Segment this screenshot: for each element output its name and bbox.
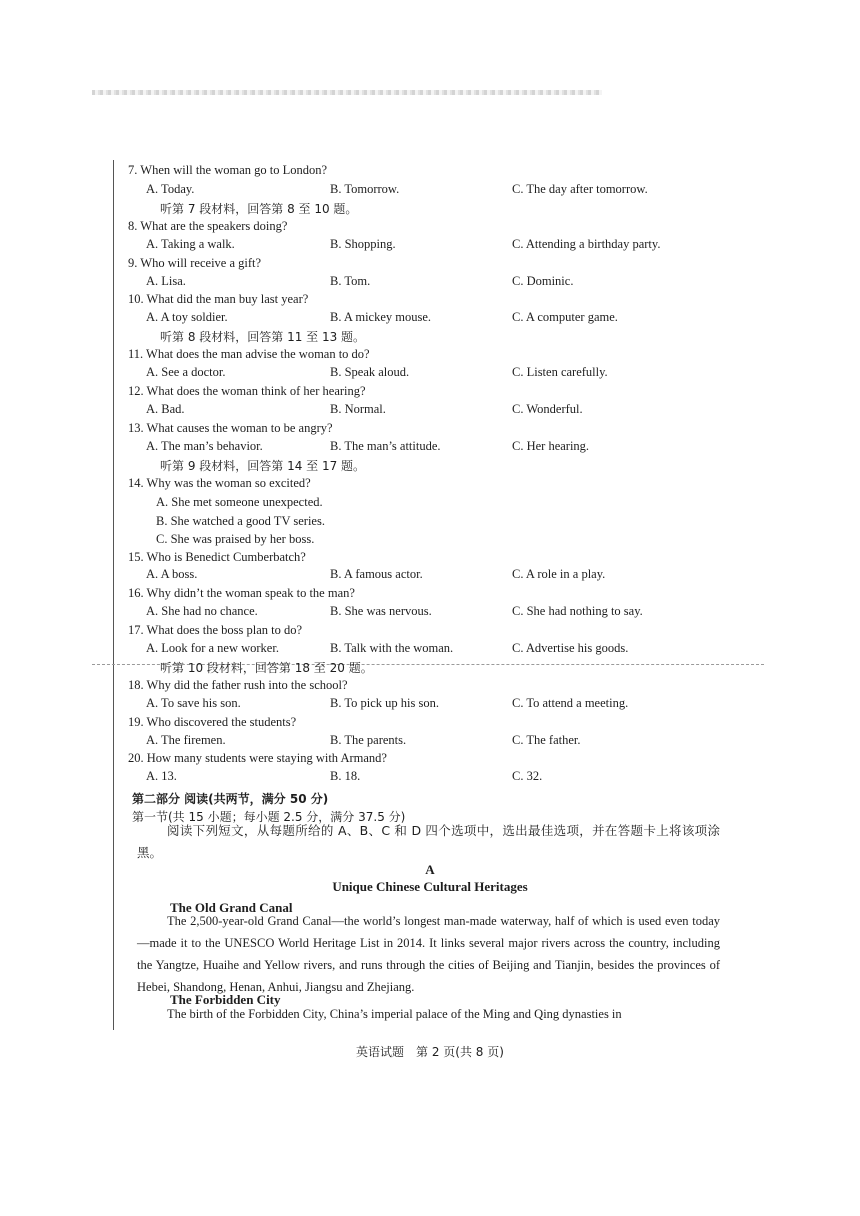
- question-text: 14. Why was the woman so excited?: [128, 476, 311, 490]
- subheading-grand-canal: The Old Grand Canal: [170, 900, 293, 915]
- passage-letter: A: [425, 862, 435, 877]
- option-a: A. Look for a new worker.: [146, 641, 279, 655]
- section-title: 第一节(共 15 小题；每小题 2.5 分，满分 37.5 分): [132, 810, 406, 824]
- option-b: B. Speak aloud.: [330, 365, 410, 379]
- option-a: A. To save his son.: [146, 696, 241, 710]
- option-a: A. The man’s behavior.: [146, 439, 263, 453]
- option-c: C. A computer game.: [512, 310, 618, 324]
- section-instruction: 听第 9 段材料，回答第 14 至 17 题。: [160, 459, 366, 473]
- option-a: A. Bad.: [146, 402, 185, 416]
- option-line: B. She watched a good TV series.: [156, 514, 325, 528]
- option-c: C. Advertise his goods.: [512, 641, 629, 655]
- paragraph-forbidden-city: The birth of the Forbidden City, China’s imperial palace of the Ming and Qing dynasties in: [167, 1007, 622, 1021]
- option-a: A. 13.: [146, 769, 177, 783]
- option-a: A. See a doctor.: [146, 365, 226, 379]
- option-b: B. Tomorrow.: [330, 182, 400, 196]
- option-c: C. To attend a meeting.: [512, 696, 629, 710]
- option-c: C. Wonderful.: [512, 402, 583, 416]
- binding-margin-line: [113, 160, 114, 1030]
- option-c: C. Attending a birthday party.: [512, 237, 661, 251]
- question-text: 19. Who discovered the students?: [128, 715, 297, 729]
- option-b: B. The parents.: [330, 733, 407, 747]
- question-text: 20. How many students were staying with Armand?: [128, 751, 387, 765]
- option-b: B. 18.: [330, 769, 361, 783]
- page-footer: 英语试题 第 2 页(共 8 页): [356, 1045, 504, 1059]
- option-a: A. Lisa.: [146, 274, 186, 288]
- section-instruction: 听第 10 段材料，回答第 18 至 20 题。: [160, 661, 373, 675]
- part-title: 第二部分 阅读(共两节，满分 50 分): [132, 792, 329, 806]
- section-instruction: 听第 8 段材料，回答第 11 至 13 题。: [160, 330, 366, 344]
- question-text: 11. What does the man advise the woman to do?: [128, 347, 370, 361]
- question-text: 8. What are the speakers doing?: [128, 219, 288, 233]
- option-line: C. She was praised by her boss.: [156, 532, 315, 546]
- question-text: 16. Why didn’t the woman speak to the man?: [128, 586, 355, 600]
- option-c: C. The father.: [512, 733, 581, 747]
- subheading-forbidden-city: The Forbidden City: [170, 992, 281, 1007]
- option-a: A. She had no chance.: [146, 604, 258, 618]
- option-b: B. Shopping.: [330, 237, 396, 251]
- scan-artifact: [92, 90, 602, 95]
- option-c: C. 32.: [512, 769, 543, 783]
- option-line: A. She met someone unexpected.: [156, 495, 323, 509]
- instruction: 阅读下列短文，从每题所给的 A、B、C 和 D 四个选项中，选出最佳选项，并在答题卡上将该项涂黑。: [137, 823, 720, 860]
- question-text: 10. What did the man buy last year?: [128, 292, 309, 306]
- question-text: 9. Who will receive a gift?: [128, 256, 262, 270]
- question-text: 12. What does the woman think of her hearing?: [128, 384, 366, 398]
- option-a: A. Taking a walk.: [146, 237, 235, 251]
- paragraph-grand-canal: The 2,500-year-old Grand Canal—the world’s longest man-made waterway, half of which is used even today—made it to the UNESCO World Heritage List in 2014. It links several major rivers across the country, including the Yangtze, Huaihe and Yellow rivers, and runs through the cities of Beijing and Tianjin, besides the provinces of Hebei, Shandong, Henan, Anhui, Jiangsu and Zhejiang.: [137, 914, 720, 994]
- question-text: 17. What does the boss plan to do?: [128, 623, 303, 637]
- option-c: C. Dominic.: [512, 274, 574, 288]
- option-b: B. Talk with the woman.: [330, 641, 454, 655]
- option-b: B. She was nervous.: [330, 604, 432, 618]
- option-b: B. The man’s attitude.: [330, 439, 441, 453]
- question-text: 15. Who is Benedict Cumberbatch?: [128, 550, 306, 564]
- option-b: B. Normal.: [330, 402, 386, 416]
- passage-title: Unique Chinese Cultural Heritages: [332, 879, 528, 894]
- option-b: B. A famous actor.: [330, 567, 423, 581]
- option-c: C. The day after tomorrow.: [512, 182, 648, 196]
- option-b: B. A mickey mouse.: [330, 310, 432, 324]
- question-text: 18. Why did the father rush into the school?: [128, 678, 348, 692]
- option-c: C. A role in a play.: [512, 567, 606, 581]
- option-b: B. To pick up his son.: [330, 696, 439, 710]
- option-c: C. Listen carefully.: [512, 365, 608, 379]
- option-a: A. A boss.: [146, 567, 198, 581]
- option-b: B. Tom.: [330, 274, 371, 288]
- option-c: C. She had nothing to say.: [512, 604, 643, 618]
- question-text: 7. When will the woman go to London?: [128, 163, 328, 177]
- section-instruction: 听第 7 段材料，回答第 8 至 10 题。: [160, 202, 358, 216]
- option-a: A. A toy soldier.: [146, 310, 228, 324]
- question-text: 13. What causes the woman to be angry?: [128, 421, 333, 435]
- option-a: A. The firemen.: [146, 733, 226, 747]
- option-a: A. Today.: [146, 182, 195, 196]
- option-c: C. Her hearing.: [512, 439, 590, 453]
